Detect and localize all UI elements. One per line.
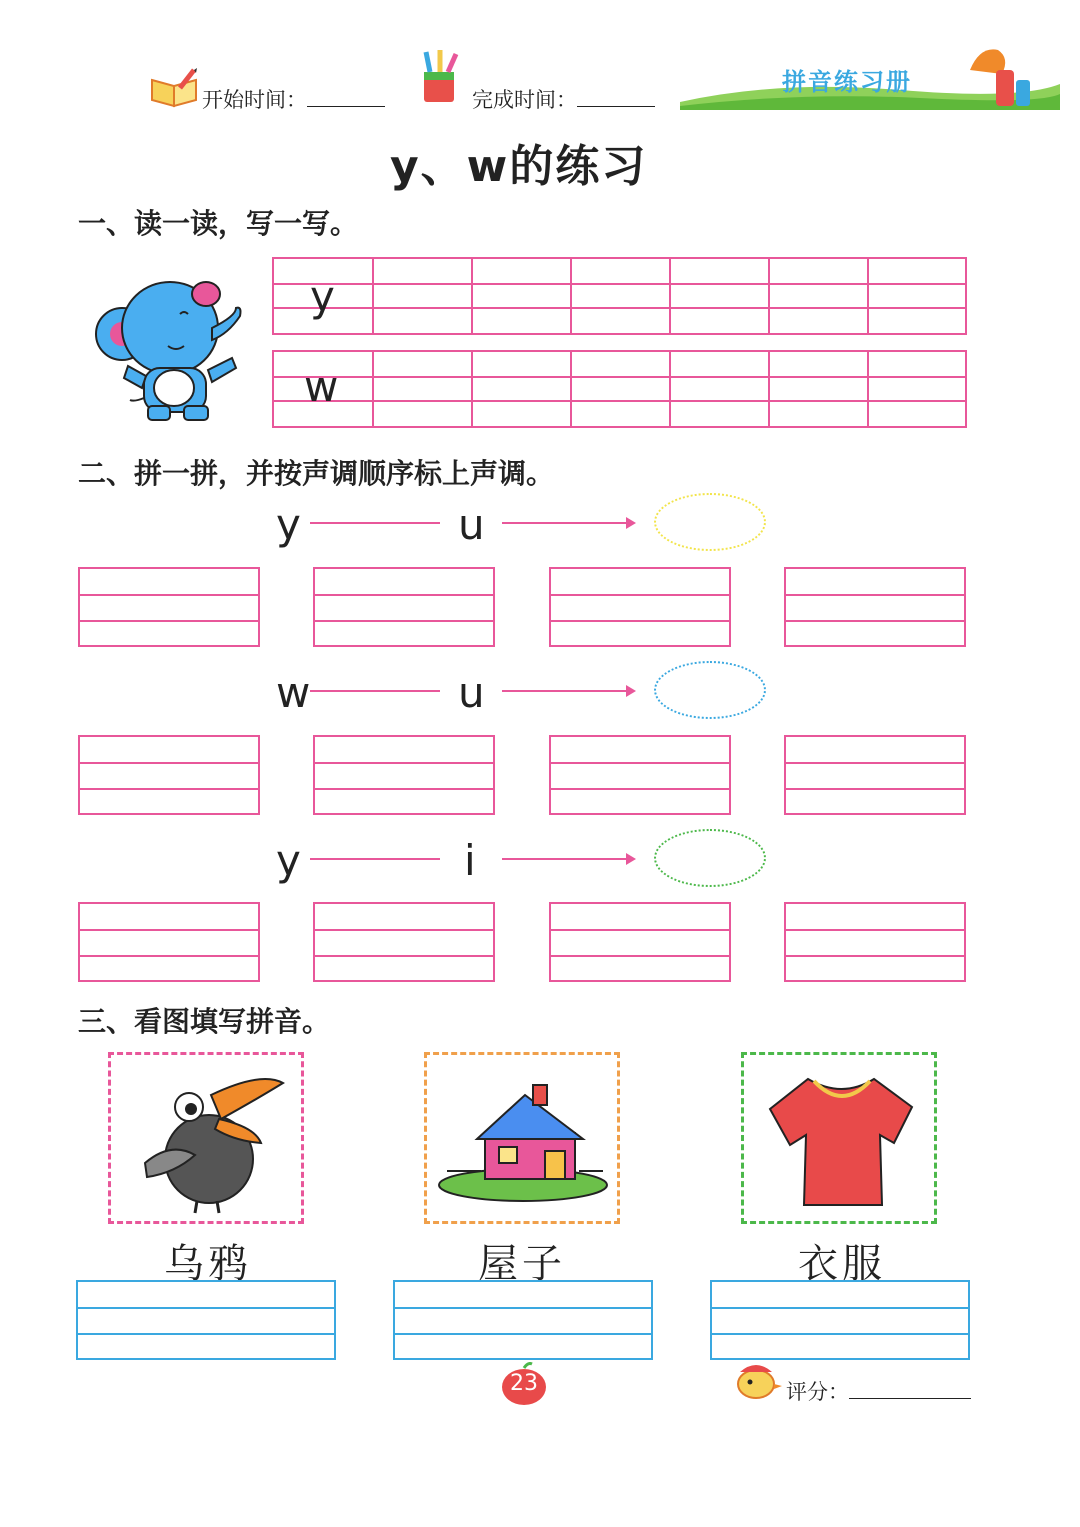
finish-time-label: 完成时间：	[472, 88, 577, 112]
picture-frame	[424, 1052, 620, 1224]
shirt-icon	[744, 1055, 934, 1221]
answer-oval[interactable]	[654, 493, 766, 551]
page-title: y、w的练习	[390, 141, 648, 192]
pinyin-writing-box[interactable]	[710, 1280, 970, 1360]
start-time-label: 开始时间：	[202, 88, 307, 112]
tone-writing-box[interactable]	[78, 735, 260, 815]
initial-letter: w	[276, 668, 311, 717]
page-number: 23	[510, 1371, 538, 1396]
elephant-icon	[88, 272, 248, 436]
arrow-icon	[626, 685, 636, 697]
section2-heading: 二、拼一拼，并按声调顺序标上声调。	[78, 457, 555, 490]
answer-oval[interactable]	[654, 661, 766, 719]
picture-word: 乌鸦	[164, 1241, 252, 1287]
arrow-icon	[626, 517, 636, 529]
arrow-icon	[626, 853, 636, 865]
tone-writing-box[interactable]	[549, 567, 731, 647]
tone-writing-box[interactable]	[313, 735, 495, 815]
score-field	[786, 1376, 971, 1406]
section3-heading: 三、看图填写拼音。	[78, 1005, 331, 1038]
tone-writing-box[interactable]	[78, 567, 260, 647]
book-icon	[150, 68, 200, 112]
tone-writing-box[interactable]	[784, 567, 966, 647]
writing-grid-row[interactable]	[272, 350, 967, 428]
tone-writing-box[interactable]	[313, 902, 495, 982]
finish-time-blank[interactable]	[577, 86, 655, 107]
score-blank[interactable]	[849, 1378, 971, 1399]
picture-frame	[741, 1052, 937, 1224]
tone-writing-box[interactable]	[78, 902, 260, 982]
picture-word: 衣服	[798, 1241, 886, 1287]
pinyin-writing-box[interactable]	[76, 1280, 336, 1360]
finish-time-field	[472, 84, 655, 114]
final-letter: i	[464, 836, 476, 885]
writing-grid-row[interactable]	[272, 257, 967, 335]
tone-writing-box[interactable]	[313, 567, 495, 647]
score-label: 评分：	[786, 1380, 849, 1404]
picture-word: 屋子	[478, 1241, 566, 1287]
tone-writing-box[interactable]	[784, 902, 966, 982]
tone-writing-box[interactable]	[784, 735, 966, 815]
picture-frame	[108, 1052, 304, 1224]
pencil-cup-icon	[416, 48, 466, 110]
crow-icon	[111, 1055, 301, 1221]
grid-letter: y	[310, 272, 335, 321]
tone-writing-box[interactable]	[549, 735, 731, 815]
grid-letter: w	[304, 362, 339, 411]
book-title: 拼音练习册	[782, 68, 912, 96]
initial-letter: y	[276, 500, 301, 549]
pinyin-writing-box[interactable]	[393, 1280, 653, 1360]
tone-writing-box[interactable]	[549, 902, 731, 982]
answer-oval[interactable]	[654, 829, 766, 887]
house-icon	[427, 1055, 617, 1221]
final-letter: u	[458, 668, 485, 717]
initial-letter: y	[276, 836, 301, 885]
section1-heading: 一、读一读，写一写。	[78, 207, 359, 240]
final-letter: u	[458, 500, 485, 549]
start-time-field	[202, 84, 385, 114]
bird-icon	[730, 1360, 782, 1404]
start-time-blank[interactable]	[307, 86, 385, 107]
